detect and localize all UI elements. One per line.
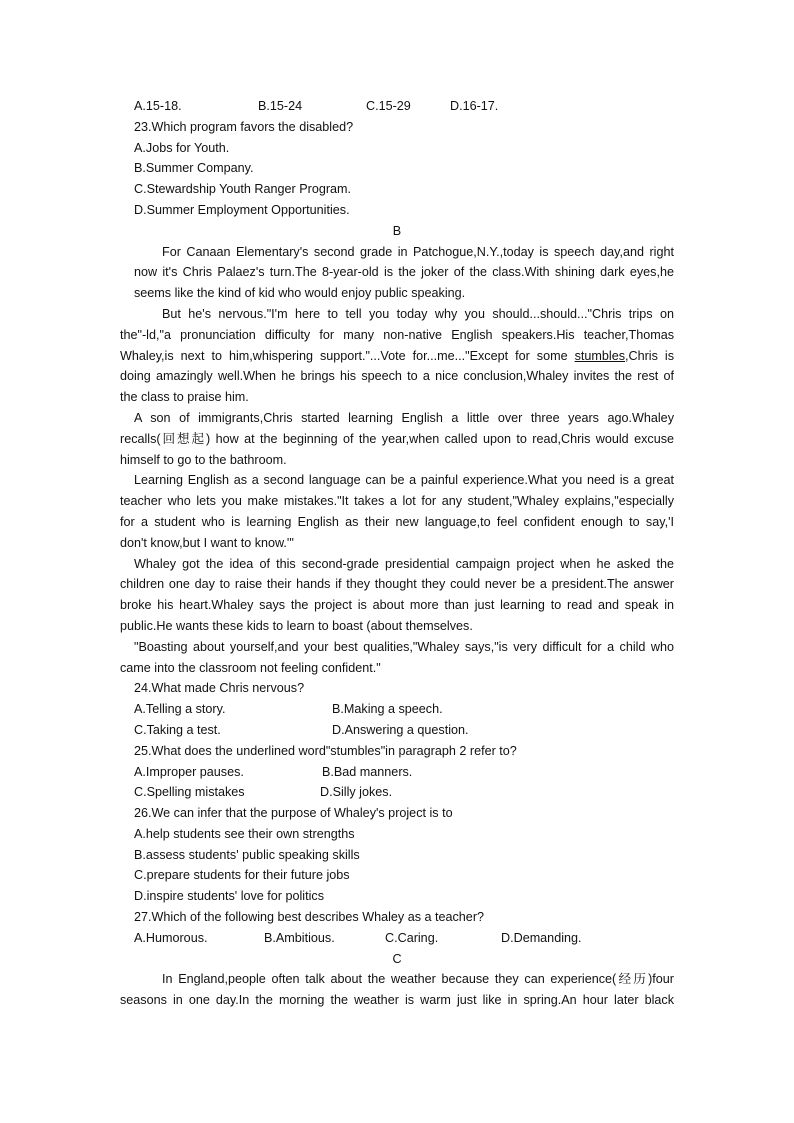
- option-b: B.15-24: [258, 99, 303, 113]
- passage-b-line: Whaley got the idea of this second-grade presidential campaign project when he asked the: [134, 556, 674, 571]
- section-c-heading: C: [392, 951, 402, 966]
- option-c: C.Spelling mistakes: [134, 785, 245, 800]
- passage-b-line: children one day to raise their hands if they thought they could never be a president.The answer: [120, 577, 674, 592]
- passage-c-line: In England,people often talk about the weather because they can experience(经历)four: [162, 972, 674, 987]
- option-b: B.Bad manners.: [322, 764, 413, 779]
- option-a: A.Humorous.: [134, 930, 208, 945]
- option-b: B.Making a speech.: [332, 702, 443, 717]
- passage-b-line: A son of immigrants,Chris started learning English a little over three years ago.Whaley: [134, 410, 674, 425]
- q23-option-a: A.Jobs for Youth.: [134, 140, 230, 155]
- q24-options-row: [120, 720, 674, 741]
- q23-option-d: D.Summer Employment Opportunities.: [134, 202, 350, 217]
- passage-b-line: Learning English as a second language can be a painful experience.What you need is a great: [134, 473, 674, 488]
- passage-b-line: himself to go to the bathroom.: [120, 452, 287, 467]
- option-c: C.15-29: [366, 99, 411, 113]
- q23-stem: 23.Which program favors the disabled?: [134, 119, 354, 134]
- passage-b-line: But he's nervous."I'm here to tell you today why you should...should..."Chris trips on: [162, 306, 674, 321]
- text: ,Chris is: [625, 348, 674, 363]
- q26-option-b: B.assess students' public speaking skills: [134, 847, 360, 862]
- passage-b-line: the class to praise him.: [120, 390, 249, 405]
- q27-stem: 27.Which of the following best describes Whaley as a teacher?: [134, 910, 485, 925]
- passage-b-line: for a student who is learning English as their new language,to feel confident enough to say,'I: [120, 514, 674, 529]
- passage-b-line: came into the classroom not feeling confident.": [120, 660, 381, 675]
- passage-b-line: don't know,but I want to know.'": [120, 535, 294, 550]
- q26-option-c: C.prepare students for their future jobs: [134, 868, 350, 883]
- option-d: D.16-17.: [450, 99, 499, 113]
- option-a: A.Telling a story.: [134, 702, 226, 717]
- passage-b-line: recalls(回想起) how at the beginning of the year,when called upon to read,Chris would excuse: [120, 431, 674, 446]
- option-b: B.Ambitious.: [264, 930, 335, 945]
- passage-b-line: broke his heart.Whaley says the project is about more than just learning to read and speak in: [120, 598, 674, 613]
- passage-b-line: "Boasting about yourself,and your best qualities,"Whaley says,"is very difficult for a child who: [134, 639, 674, 654]
- exam-page: [120, 96, 674, 1011]
- text: Whaley,is next to him,whispering support."...Vote for...me..."Except for some: [120, 348, 575, 363]
- option-d: D.Answering a question.: [332, 722, 469, 737]
- q22-options: [120, 96, 674, 117]
- section-b-heading: B: [392, 223, 402, 238]
- option-c: C.Taking a test.: [134, 722, 221, 737]
- passage-b-line: public.He wants these kids to learn to boast (about themselves.: [120, 618, 473, 633]
- passage-c-line: seasons in one day.In the morning the weather is warm just like in spring.An hour later black: [120, 993, 674, 1008]
- q27-options: [120, 928, 674, 949]
- passage-b-line: now it's Chris Palaez's turn.The 8-year-old is the joker of the class.With shining dark eyes,he: [134, 265, 674, 280]
- underlined-word-stumbles: stumbles: [574, 348, 626, 363]
- passage-b-line: the"-ld,"a pronunciation difficulty for many non-native English speakers.His teacher,Thomas: [120, 327, 674, 342]
- option-a: A.15-18.: [134, 99, 182, 113]
- q24-stem: 24.What made Chris nervous?: [134, 681, 305, 696]
- passage-b-line: seems like the kind of kid who would enjoy public speaking.: [134, 286, 466, 301]
- q24-options-row: [120, 699, 674, 720]
- q26-option-d: D.inspire students' love for politics: [134, 889, 324, 904]
- q26-option-a: A.help students see their own strengths: [134, 826, 355, 841]
- passage-b-line: doing amazingly well.When he brings his speech to a nice conclusion,Whaley invites the rest of: [120, 369, 674, 384]
- option-d: D.Demanding.: [501, 930, 582, 945]
- q25-options-row: [120, 782, 674, 803]
- passage-b-line: teacher who lets you make mistakes."It takes a lot for any student,"Whaley explains,"especially: [120, 494, 674, 509]
- q23-option-c: C.Stewardship Youth Ranger Program.: [134, 182, 352, 197]
- option-d: D.Silly jokes.: [320, 785, 393, 800]
- passage-b-line-underlined: [120, 346, 674, 367]
- option-a: A.Improper pauses.: [134, 764, 244, 779]
- passage-b-line: For Canaan Elementary's second grade in Patchogue,N.Y.,today is speech day,and right: [162, 244, 674, 259]
- q23-option-b: B.Summer Company.: [134, 161, 254, 176]
- q26-stem: 26.We can infer that the purpose of Whaley's project is to: [134, 806, 453, 821]
- option-c: C.Caring.: [385, 930, 439, 945]
- q25-options-row: [120, 762, 674, 783]
- q25-stem: 25.What does the underlined word"stumbles"in paragraph 2 refer to?: [134, 743, 517, 758]
